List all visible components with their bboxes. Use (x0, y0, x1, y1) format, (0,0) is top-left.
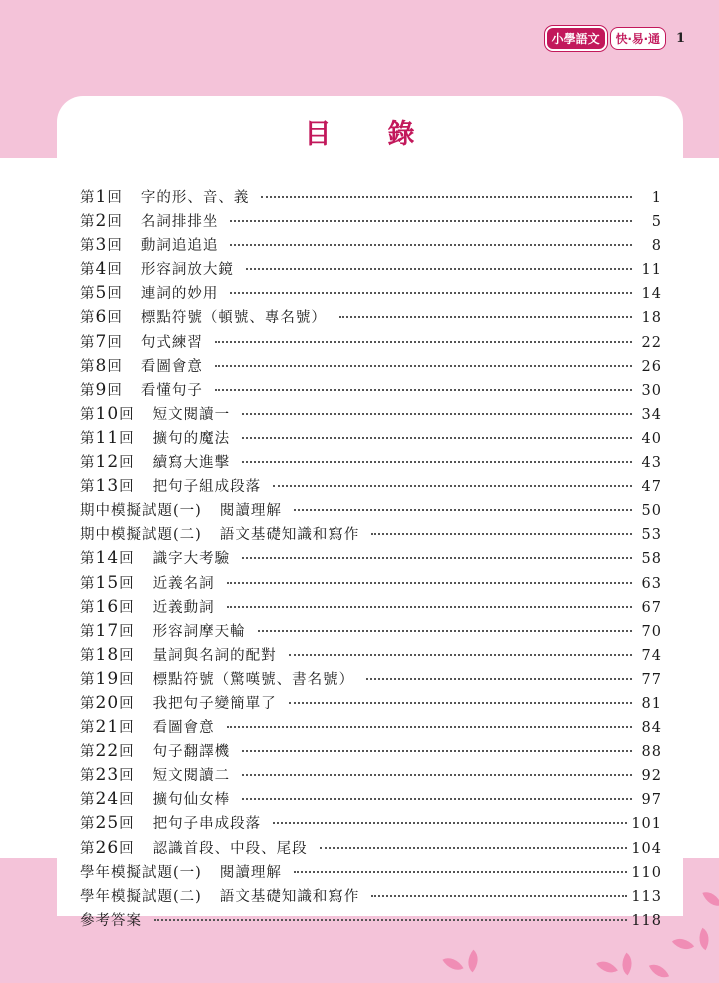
toc-entry-page: 26 (641, 358, 662, 375)
series-logo-sub: 快‧易‧通 (610, 27, 666, 50)
toc-entry-prefix: 參考答案 (80, 912, 142, 929)
toc-entry-prefix: 第 (80, 238, 96, 255)
toc-entry-title: 認識首段、中段、尾段 (152, 840, 308, 857)
toc-entry-unit: 回 (119, 720, 135, 737)
toc-entry-prefix: 第 (80, 695, 96, 712)
page-number: 1 (675, 31, 685, 46)
toc-entry-unit: 回 (119, 744, 135, 761)
toc-entry-prefix: 期中模擬試題(一) (80, 503, 202, 520)
toc-entry-unit: 回 (107, 190, 123, 206)
toc-entry-unit: 回 (119, 623, 135, 640)
table-of-contents (80, 186, 662, 933)
toc-entry-number: 7 (95, 331, 108, 352)
toc-entry-page: 53 (641, 527, 662, 544)
toc-entry-prefix: 第 (80, 479, 96, 496)
toc-entry-title: 把句子串成段落 (152, 816, 262, 833)
toc-entry-number: 16 (95, 596, 120, 617)
toc-entry-number: 12 (95, 452, 120, 473)
toc-entry-prefix: 第 (80, 286, 96, 303)
toc-entry-page: 118 (631, 912, 662, 929)
series-logo-main: 小學語文 (545, 26, 607, 51)
toc-entry-unit: 回 (119, 647, 135, 664)
toc-entry-title: 擴句的魔法 (152, 430, 231, 447)
toc-entry-prefix: 第 (80, 816, 96, 833)
toc-entry (80, 475, 662, 499)
toc-entry-title: 標點符號（頓號、專名號） (140, 310, 327, 327)
toc-entry-prefix: 第 (80, 840, 96, 857)
toc-dot-leader (242, 557, 632, 559)
toc-entry (80, 523, 662, 547)
toc-entry-number: 5 (95, 283, 108, 304)
toc-entry-number: 19 (95, 668, 120, 689)
toc-entry (80, 379, 662, 403)
toc-entry-page: 101 (631, 816, 662, 833)
toc-dot-leader (242, 798, 632, 800)
toc-dot-leader (215, 365, 632, 367)
toc-entry-title: 句子翻譯機 (152, 744, 231, 761)
toc-entry-page: 88 (641, 744, 662, 761)
toc-entry-unit: 回 (119, 455, 135, 472)
toc-entry-page: 81 (641, 695, 662, 712)
toc-entry-page: 67 (641, 599, 662, 616)
toc-entry-number: 4 (95, 259, 108, 280)
toc-entry-title: 近義名詞 (152, 575, 215, 592)
toc-entry (80, 427, 662, 451)
toc-entry-page: 5 (651, 214, 662, 231)
toc-dot-leader (230, 220, 632, 222)
toc-dot-leader (339, 316, 632, 318)
toc-entry (80, 740, 662, 764)
toc-entry-number: 17 (95, 620, 120, 641)
series-logo (545, 26, 666, 51)
toc-dot-leader (258, 630, 632, 632)
toc-entry-page: 110 (631, 864, 662, 881)
toc-entry (80, 620, 662, 644)
toc-entry-number: 26 (95, 837, 120, 858)
toc-entry (80, 909, 662, 933)
toc-entry-title: 語文基礎知識和寫作 (219, 527, 360, 544)
toc-entry-page: 40 (641, 430, 662, 447)
toc-entry-page: 18 (641, 310, 662, 327)
toc-dot-leader (371, 533, 632, 535)
toc-entry-prefix: 第 (80, 575, 96, 592)
toc-entry-prefix: 第 (80, 744, 96, 761)
toc-dot-leader (242, 750, 632, 752)
toc-entry-prefix: 第 (80, 551, 96, 568)
toc-entry-title: 句式練習 (140, 334, 203, 351)
toc-entry-number: 21 (95, 717, 120, 738)
toc-entry-number: 14 (95, 548, 120, 569)
toc-entry-title: 名詞排排坐 (140, 214, 219, 231)
toc-entry-page: 22 (641, 334, 662, 351)
toc-entry-unit: 回 (119, 695, 135, 712)
toc-entry (80, 716, 662, 740)
toc-dot-leader (261, 196, 632, 198)
toc-entry-title: 字的形、音、義 (140, 190, 250, 206)
toc-entry-unit: 回 (119, 768, 135, 785)
toc-dot-leader (215, 389, 632, 391)
toc-dot-leader (366, 678, 632, 680)
toc-entry-unit: 回 (107, 286, 123, 303)
toc-entry-number: 18 (95, 644, 120, 665)
toc-entry-number: 1 (95, 187, 108, 207)
toc-entry-number: 23 (95, 765, 120, 786)
toc-entry (80, 403, 662, 427)
toc-entry-page: 11 (641, 262, 662, 279)
toc-entry-prefix: 第 (80, 358, 96, 375)
toc-entry-page: 1 (651, 190, 662, 206)
toc-entry-title: 看懂句子 (140, 382, 203, 399)
toc-entry (80, 644, 662, 668)
toc-entry-number: 8 (95, 355, 108, 376)
toc-entry-title: 量詞與名詞的配對 (152, 647, 277, 664)
toc-entry-page: 14 (641, 286, 662, 303)
toc-entry-page: 8 (651, 238, 662, 255)
toc-entry (80, 885, 662, 909)
toc-dot-leader (320, 847, 628, 849)
toc-entry-unit: 回 (119, 671, 135, 688)
toc-entry-page: 84 (641, 720, 662, 737)
toc-dot-leader (242, 461, 632, 463)
toc-entry-number: 3 (95, 235, 108, 256)
toc-entry-prefix: 第 (80, 647, 96, 664)
toc-dot-leader (371, 895, 627, 897)
toc-entry-prefix: 期中模擬試題(二) (80, 527, 202, 544)
toc-entry-unit: 回 (107, 334, 123, 351)
toc-entry-number: 11 (95, 427, 120, 448)
toc-entry-number: 2 (95, 211, 108, 232)
toc-entry-page: 77 (641, 671, 662, 688)
toc-entry-title: 近義動詞 (152, 599, 215, 616)
toc-entry-title: 我把句子變簡單了 (152, 695, 277, 712)
toc-entry-unit: 回 (119, 430, 135, 447)
toc-entry-prefix: 學年模擬試題(一) (80, 864, 202, 881)
toc-entry-page: 47 (641, 479, 662, 496)
toc-entry (80, 861, 662, 885)
toc-entry-prefix: 學年模擬試題(二) (80, 888, 202, 905)
toc-entry-number: 25 (95, 813, 120, 834)
toc-entry-page: 63 (641, 575, 662, 592)
toc-entry-number: 9 (95, 379, 108, 400)
toc-entry-prefix: 第 (80, 310, 96, 327)
toc-entry-title: 形容詞摩天輪 (152, 623, 246, 640)
toc-entry-number: 10 (95, 403, 120, 424)
toc-entry-page: 43 (641, 455, 662, 472)
toc-dot-leader (289, 702, 632, 704)
toc-entry-title: 續寫大進擊 (152, 455, 231, 472)
toc-dot-leader (154, 919, 627, 921)
toc-entry-unit: 回 (107, 262, 123, 279)
toc-dot-leader (227, 726, 632, 728)
toc-entry-page: 34 (641, 406, 662, 423)
toc-entry (80, 788, 662, 812)
toc-entry-page: 104 (631, 840, 662, 857)
toc-entry-title: 看圖會意 (152, 720, 215, 737)
toc-entry (80, 258, 662, 282)
toc-entry-title: 擴句仙女棒 (152, 792, 231, 809)
toc-entry-number: 22 (95, 741, 120, 762)
toc-entry-page: 74 (641, 647, 662, 664)
toc-entry-prefix: 第 (80, 262, 96, 279)
toc-entry (80, 451, 662, 475)
toc-entry-prefix: 第 (80, 430, 96, 447)
toc-entry-prefix: 第 (80, 623, 96, 640)
toc-entry-title: 語文基礎知識和寫作 (219, 888, 360, 905)
toc-dot-leader (242, 774, 632, 776)
toc-entry (80, 282, 662, 306)
toc-dot-leader (227, 582, 632, 584)
toc-dot-leader (246, 268, 632, 270)
toc-entry-title: 連詞的妙用 (140, 286, 219, 303)
toc-entry-title: 形容詞放大鏡 (140, 262, 234, 279)
toc-entry-page: 50 (641, 503, 662, 520)
page-title: 目錄 (304, 119, 471, 150)
toc-entry (80, 234, 662, 258)
toc-entry (80, 812, 662, 836)
toc-entry (80, 499, 662, 523)
toc-entry-page: 92 (641, 768, 662, 785)
toc-entry-title: 把句子組成段落 (152, 479, 262, 496)
toc-entry (80, 547, 662, 571)
toc-entry-number: 6 (95, 307, 108, 328)
toc-dot-leader (230, 292, 632, 294)
toc-entry-unit: 回 (119, 406, 135, 423)
toc-entry-prefix: 第 (80, 792, 96, 809)
toc-entry-number: 20 (95, 692, 120, 713)
toc-entry-unit: 回 (107, 310, 123, 327)
toc-entry-number: 15 (95, 572, 120, 593)
toc-entry-page: 113 (631, 888, 662, 905)
toc-entry-unit: 回 (119, 551, 135, 568)
toc-entry-prefix: 第 (80, 214, 96, 231)
toc-entry-prefix: 第 (80, 406, 96, 423)
toc-entry (80, 210, 662, 234)
toc-entry-unit: 回 (119, 479, 135, 496)
toc-entry-title: 看圖會意 (140, 358, 203, 375)
toc-entry-title: 標點符號（驚嘆號、書名號） (152, 671, 355, 688)
toc-entry (80, 572, 662, 596)
toc-entry (80, 764, 662, 788)
toc-dot-leader (273, 485, 632, 487)
toc-entry-prefix: 第 (80, 599, 96, 616)
toc-entry-prefix: 第 (80, 768, 96, 785)
toc-entry-page: 30 (641, 382, 662, 399)
toc-entry-unit: 回 (119, 575, 135, 592)
toc-entry (80, 306, 662, 330)
toc-entry-prefix: 第 (80, 382, 96, 399)
toc-entry-unit: 回 (107, 214, 123, 231)
toc-entry-number: 13 (95, 476, 120, 497)
toc-entry (80, 837, 662, 861)
toc-entry (80, 186, 662, 210)
toc-entry-unit: 回 (107, 382, 123, 399)
toc-dot-leader (242, 413, 632, 415)
toc-entry (80, 668, 662, 692)
toc-dot-leader (227, 606, 632, 608)
toc-entry-page: 70 (641, 623, 662, 640)
toc-entry-title: 短文閱讀一 (152, 406, 231, 423)
toc-entry-title: 短文閱讀二 (152, 768, 231, 785)
toc-dot-leader (215, 341, 632, 343)
toc-entry-title: 閱讀理解 (219, 503, 282, 520)
toc-entry (80, 692, 662, 716)
toc-entry-prefix: 第 (80, 671, 96, 688)
toc-entry-page: 58 (641, 551, 662, 568)
toc-entry-title: 動詞追追追 (140, 238, 219, 255)
running-header (545, 26, 685, 51)
toc-entry-title: 識字大考驗 (152, 551, 231, 568)
toc-entry-title: 閱讀理解 (219, 864, 282, 881)
toc-entry-number: 24 (95, 789, 120, 810)
toc-dot-leader (273, 822, 627, 824)
toc-entry-unit: 回 (119, 792, 135, 809)
toc-dot-leader (242, 437, 632, 439)
toc-entry-prefix: 第 (80, 190, 96, 206)
toc-entry-unit: 回 (119, 816, 135, 833)
toc-dot-leader (294, 871, 627, 873)
toc-dot-leader (294, 509, 632, 511)
toc-dot-leader (289, 654, 632, 656)
toc-entry (80, 596, 662, 620)
toc-entry-prefix: 第 (80, 720, 96, 737)
toc-entry-prefix: 第 (80, 455, 96, 472)
toc-entry-page: 97 (641, 792, 662, 809)
toc-entry-prefix: 第 (80, 334, 96, 351)
toc-entry (80, 355, 662, 379)
toc-entry (80, 331, 662, 355)
toc-entry-unit: 回 (119, 599, 135, 616)
toc-dot-leader (230, 244, 632, 246)
toc-entry-unit: 回 (107, 238, 123, 255)
toc-entry-unit: 回 (107, 358, 123, 375)
toc-entry-unit: 回 (119, 840, 135, 857)
